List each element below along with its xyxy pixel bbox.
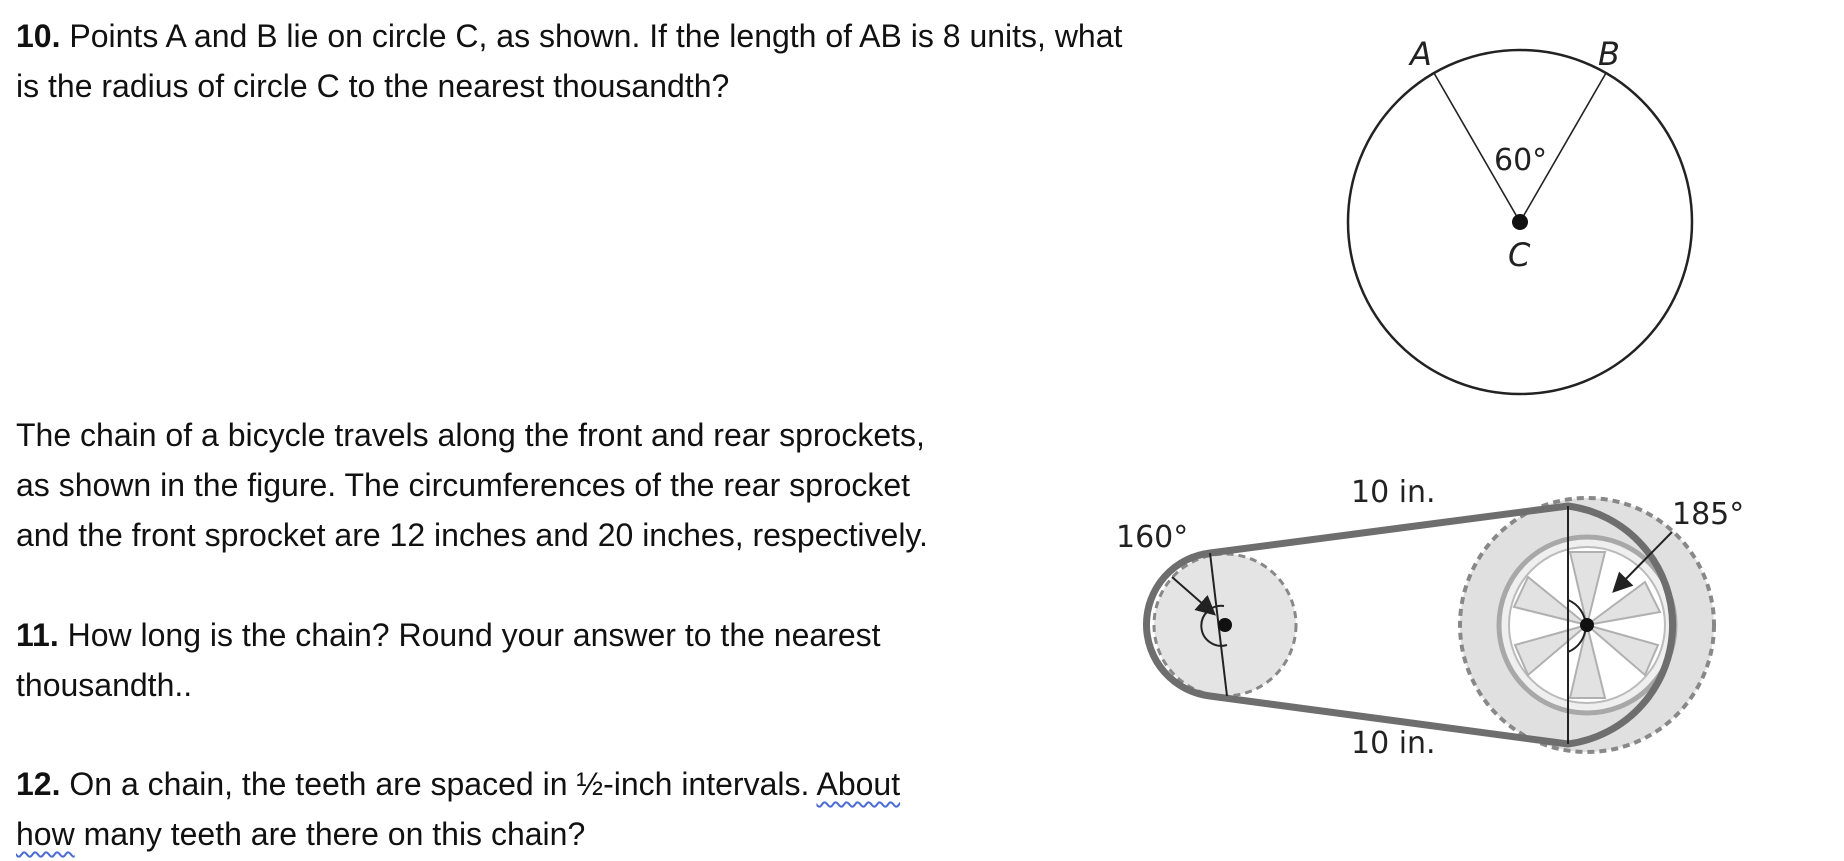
spellcheck-flag-about[interactable]: About	[816, 766, 901, 802]
sprocket-intro	[16, 410, 928, 560]
angle-label: 60°	[1494, 143, 1548, 178]
intro-line-3: and the front sprocket are 12 inches and 20 inches, respectively.	[16, 517, 928, 553]
question-12-line-1	[16, 759, 900, 809]
center-point	[1512, 214, 1528, 230]
top-length-label: 10 in.	[1351, 475, 1436, 510]
rear-center	[1218, 618, 1232, 632]
question-10	[16, 11, 1122, 111]
question-11-text-1: How long is the chain? Round your answer to the nearest	[67, 617, 881, 653]
question-12-text-2: many teeth are there on this chain?	[74, 816, 586, 852]
question-10-line-1	[16, 11, 1122, 61]
question-12-number: 12.	[16, 766, 61, 802]
label-a: A	[1410, 35, 1432, 73]
label-b: B	[1598, 35, 1620, 73]
sprocket-figure	[1100, 470, 1800, 770]
rear-angle-label: 160°	[1116, 520, 1189, 555]
intro-line-1: The chain of a bicycle travels along the front and rear sprockets,	[16, 417, 925, 453]
front-angle-label: 185°	[1672, 497, 1745, 532]
spellcheck-flag-how[interactable]: how	[16, 816, 75, 852]
question-10-number: 10.	[16, 18, 61, 54]
question-11	[16, 610, 881, 710]
circle-figure	[1320, 20, 1720, 410]
front-center	[1580, 618, 1594, 632]
intro-line-2: as shown in the figure. The circumferences of the rear sprocket	[16, 467, 911, 503]
question-11-number: 11.	[16, 617, 59, 653]
question-11-line-2: thousandth..	[16, 667, 193, 703]
question-10-text-1: Points A and B lie on circle C, as shown. If the length of AB is 8 units, what	[69, 18, 1123, 54]
label-c: C	[1508, 236, 1531, 274]
question-12-line-2	[16, 809, 900, 859]
question-12-text-1: On a chain, the teeth are spaced in ½-inch intervals.	[69, 766, 817, 802]
bottom-length-label: 10 in.	[1351, 726, 1436, 761]
question-12	[16, 759, 900, 859]
question-11-line-1	[16, 610, 881, 660]
question-10-line-2: is the radius of circle C to the nearest thousandth?	[16, 68, 730, 104]
